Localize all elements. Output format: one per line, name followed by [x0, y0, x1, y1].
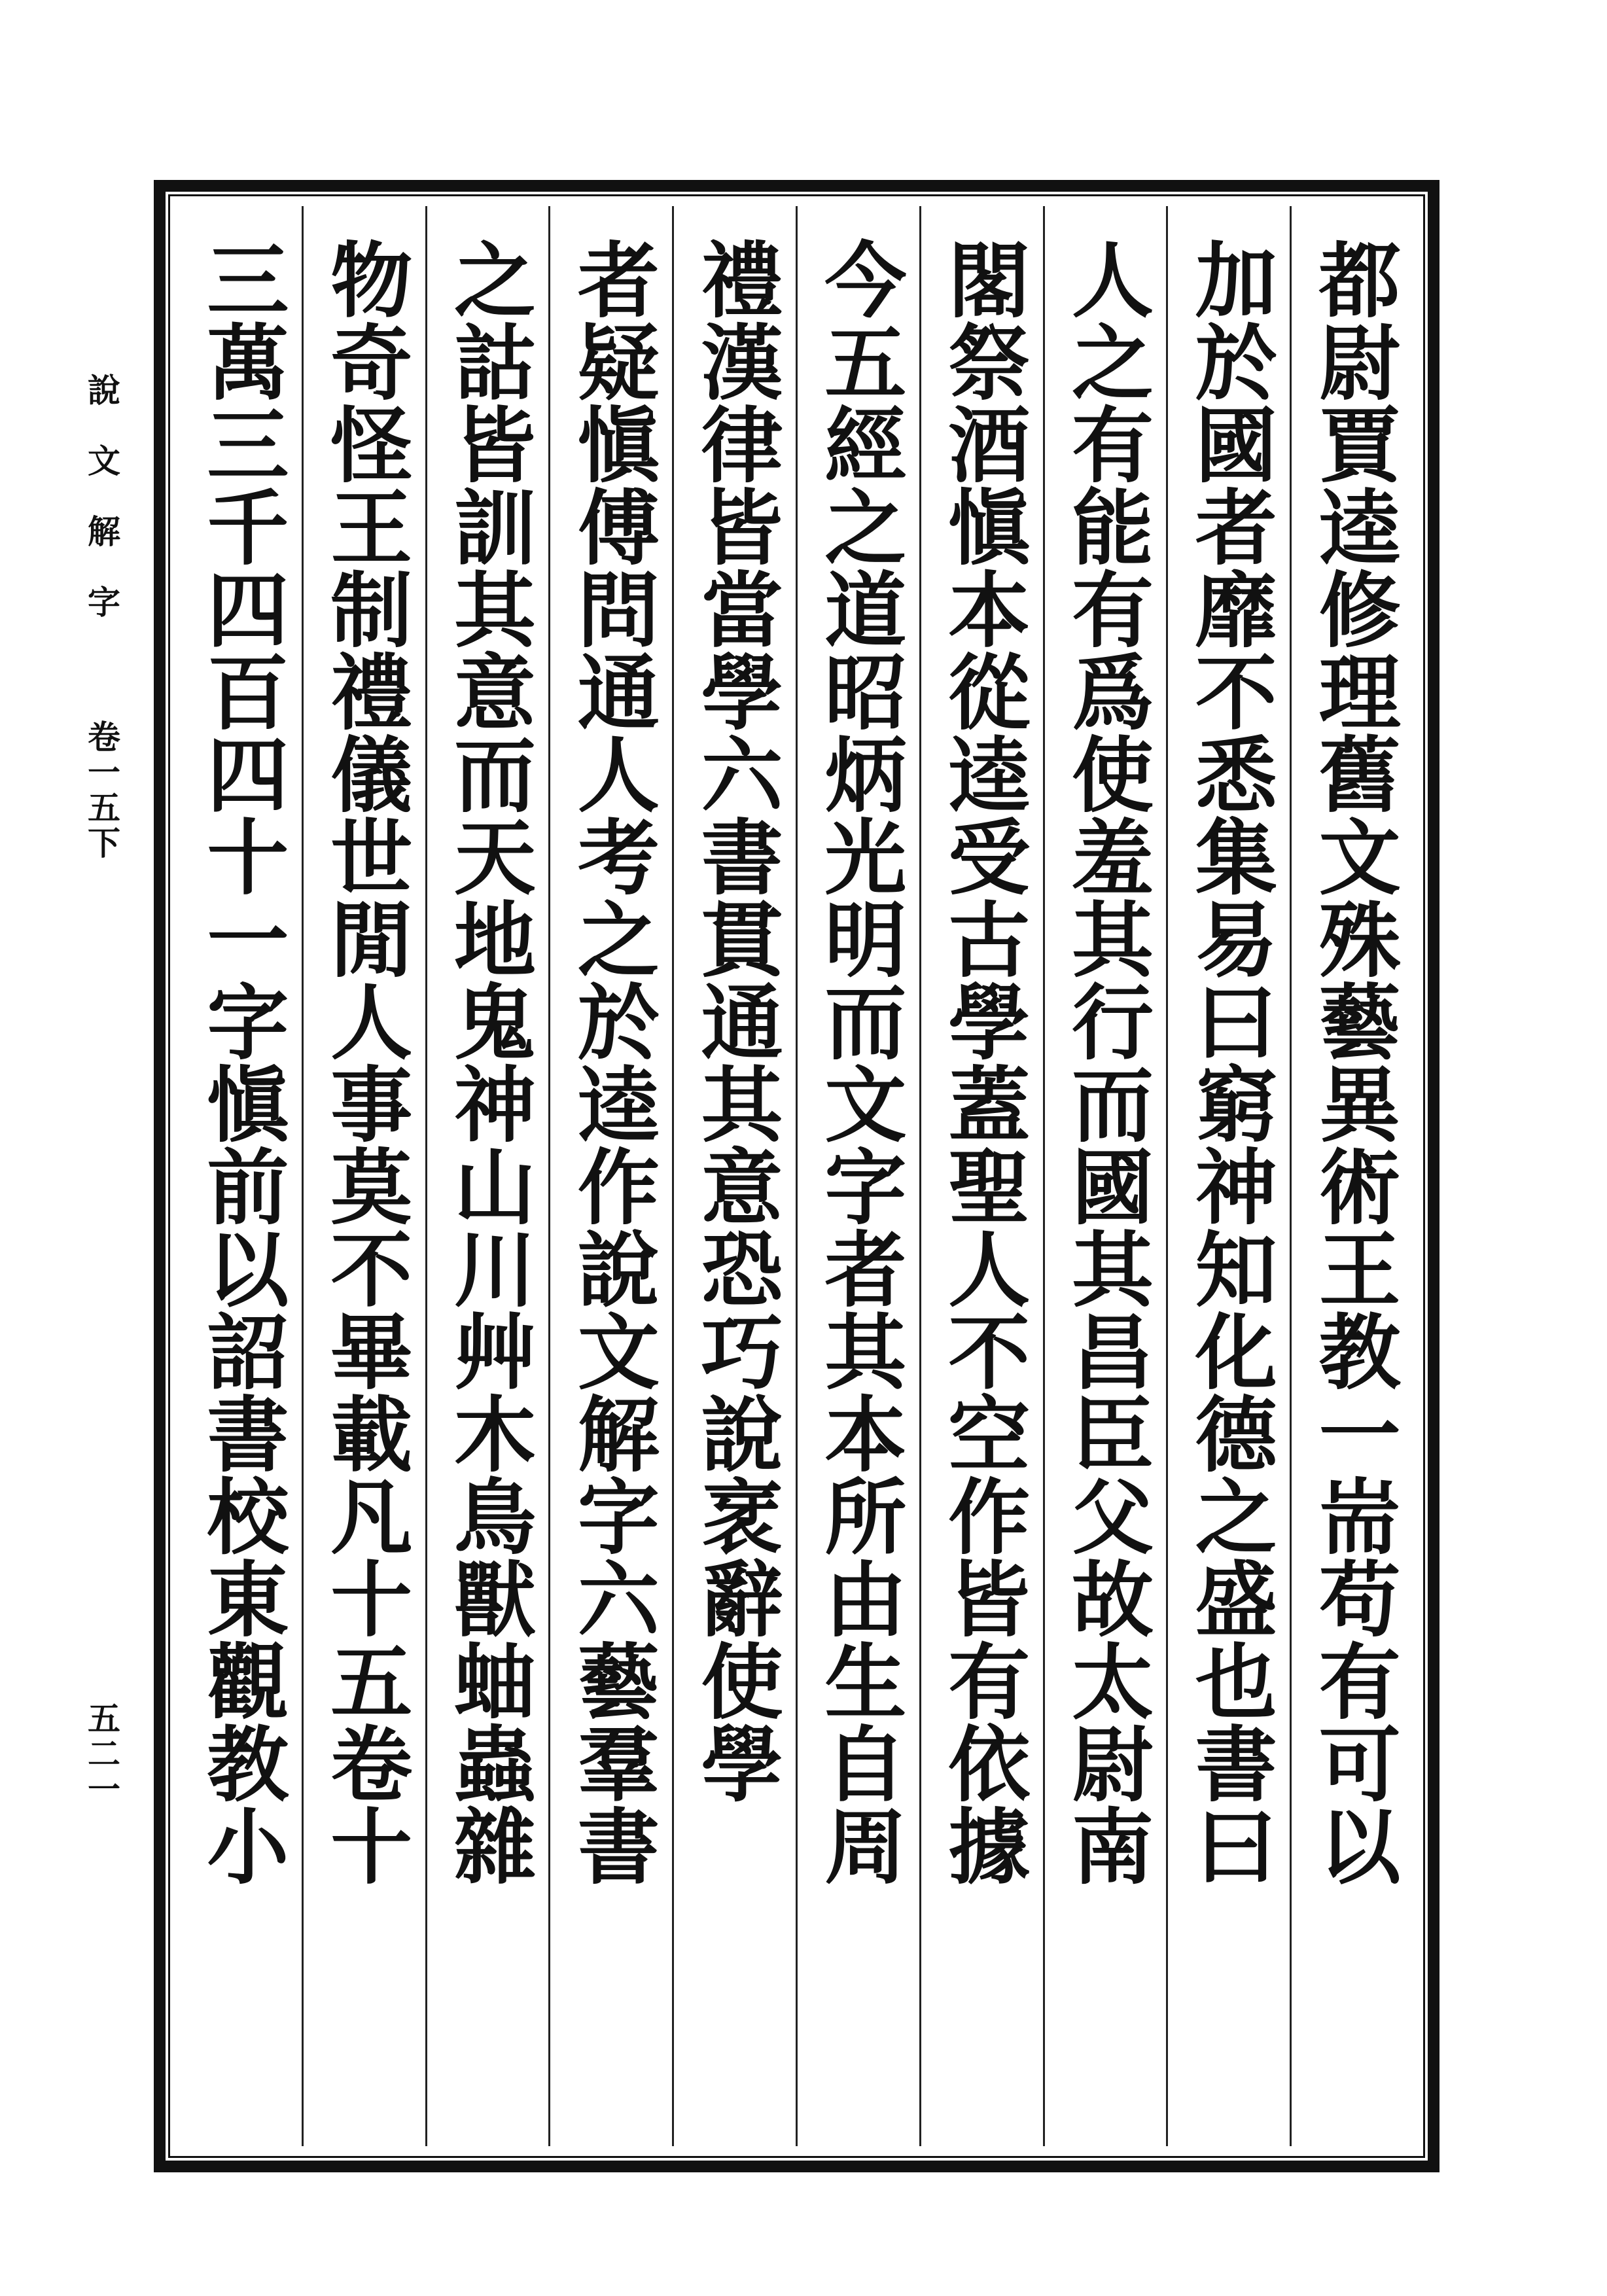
text-column [180, 206, 302, 2146]
book-title: 說文解字 [82, 373, 121, 656]
column-text: 者疑愼傅問通人考之於逵作說文解字六藝羣書 [563, 238, 660, 1886]
text-column [548, 206, 672, 2146]
text-frame [154, 180, 1439, 2172]
text-column [1043, 206, 1167, 2146]
text-column [302, 206, 425, 2146]
volume-label: 卷一五下 [82, 720, 121, 861]
column-text: 之詁皆訓其意而天地鬼神山川艸木鳥獸蚰蟲雜 [440, 238, 536, 1886]
column-text: 三萬三千四百四十一字愼前以詔書校東觀教小 [192, 238, 289, 1886]
text-column [919, 206, 1043, 2146]
column-text: 今五經之道昭炳光明而文字者其本所由生自周 [810, 238, 906, 1886]
text-column [1166, 206, 1290, 2146]
text-column [1290, 206, 1413, 2146]
column-text: 人之有能有爲使羞其行而國其昌臣父故太尉南 [1057, 238, 1154, 1886]
text-columns [180, 206, 1413, 2146]
column-text: 禮漢律皆當學六書貫通其意恐巧說衺辭使學 [687, 238, 783, 1804]
text-column [672, 206, 796, 2146]
text-column [425, 206, 549, 2146]
column-text: 物奇怪王制禮儀世閒人事莫不畢載凡十五卷十 [316, 238, 412, 1886]
column-text: 都尉賈逵修理舊文殊藝異術王教一耑苟有可以 [1305, 238, 1401, 1886]
text-column [796, 206, 919, 2146]
page-number: 五二一 [82, 1701, 121, 1807]
column-text: 閣祭酒愼本從逵受古學蓋聖人不空作皆有依據 [934, 238, 1030, 1886]
column-text: 加於國者靡不悉集易曰窮神知化德之盛也書曰 [1181, 238, 1277, 1886]
